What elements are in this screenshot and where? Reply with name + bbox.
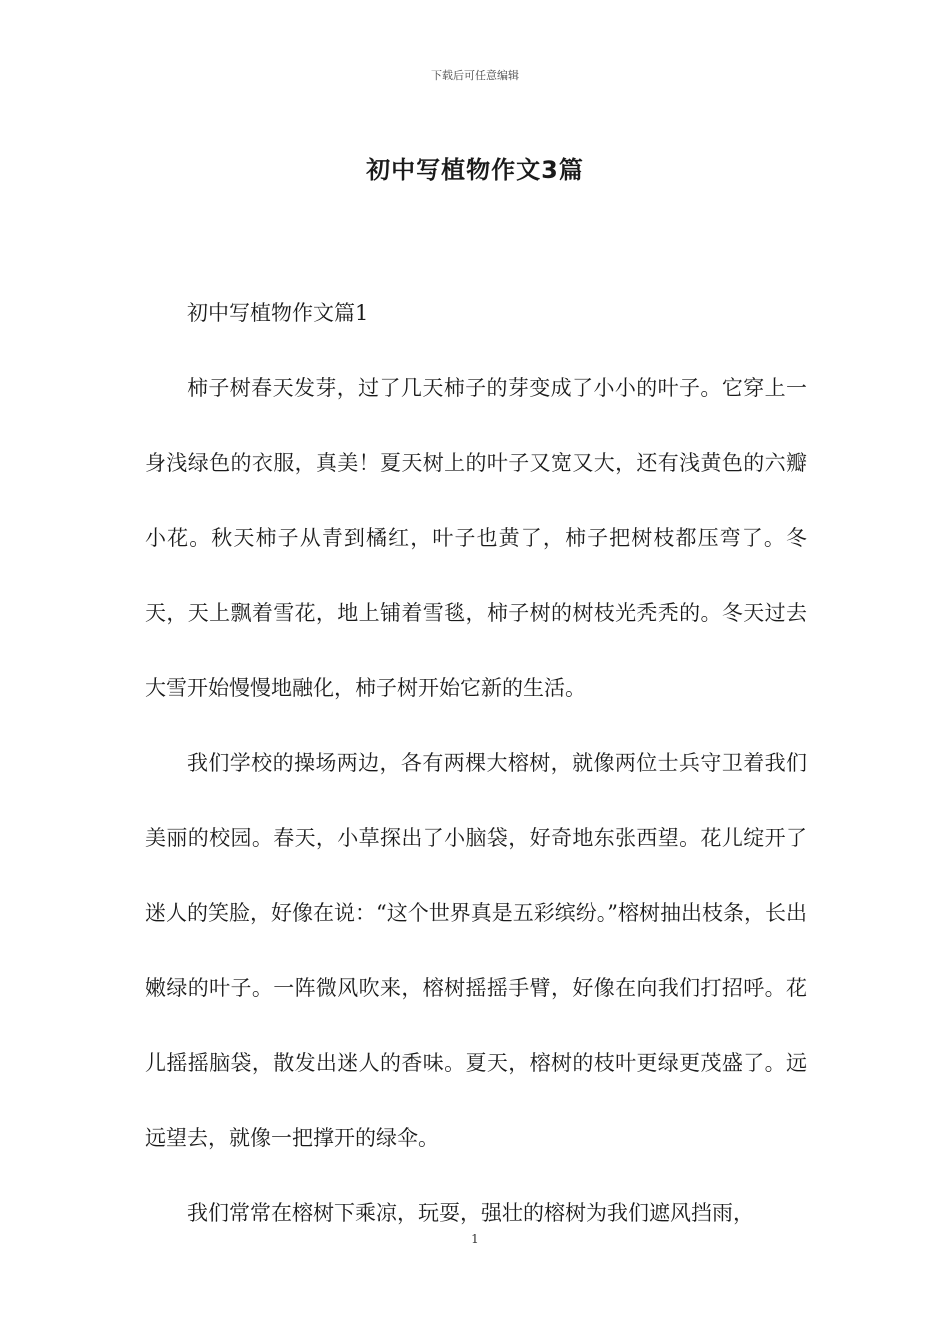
paragraph-1: 柿子树春天发芽，过了几天柿子的芽变成了小小的叶子。它穿上一身浅绿色的衣服，真美！夏天树上的叶子又宽又大，还有浅黄色的六瓣小花。秋天柿子从青到橘红，叶子也黄了，柿子把树枝都压弯了。冬天，天上飘着雪花，地上铺着雪毯，柿子树的树枝光秃秃的。冬天过去大雪开始慢慢地融化，柿子树开始它新的生活。 <box>145 376 807 700</box>
section-heading: 初中写植物作文篇1 <box>187 301 369 325</box>
document-body <box>145 276 807 1251</box>
page-number: 1 <box>471 1232 479 1246</box>
paragraph-2: 我们学校的操场两边，各有两棵大榕树，就像两位士兵守卫着我们美丽的校园。春天，小草探出了小脑袋，好奇地东张西望。花儿绽开了迷人的笑脸，好像在说：“这个世界真是五彩缤纷。”榕树抽出枝条，长出嫩绿的叶子。一阵微风吹来，榕树摇摇手臂，好像在向我们打招呼。花儿摇摇脑袋，散发出迷人的香味。夏天，榕树的枝叶更绿更茂盛了。远远望去，就像一把撑开的绿伞。 <box>145 751 807 1150</box>
header-note: 下载后可任意编辑 <box>431 69 519 82</box>
paragraph-3: 我们常常在榕树下乘凉，玩耍，强壮的榕树为我们遮风挡雨， <box>187 1201 754 1225</box>
document-title: 初中写植物作文3篇 <box>366 156 584 184</box>
